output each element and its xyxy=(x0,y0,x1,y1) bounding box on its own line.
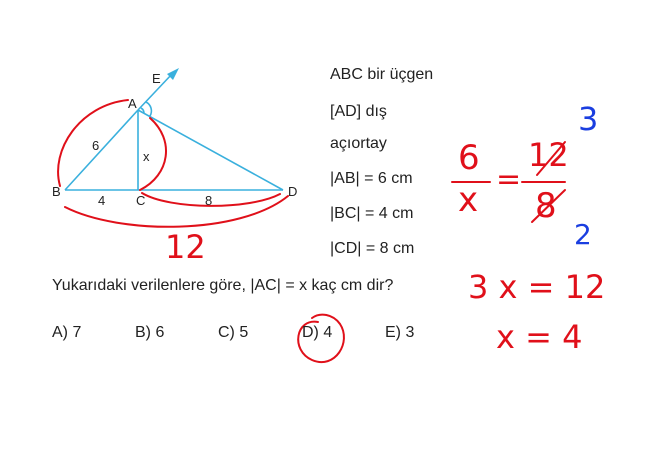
statement-line-2: [AD] dış xyxy=(330,103,387,120)
option-b[interactable]: B) 6 xyxy=(135,324,165,341)
statement-line-1: ABC bir üçgen xyxy=(330,66,434,83)
vertex-label-e: E xyxy=(152,71,161,86)
segment-label-ab: 6 xyxy=(92,138,100,153)
segment-ad xyxy=(138,110,283,190)
solution-line-1: 3 x = 12 xyxy=(468,268,606,306)
vertex-label-c: C xyxy=(136,193,146,208)
fraction-right-denominator: 8 xyxy=(535,186,557,226)
handwritten-total: 12 xyxy=(165,228,206,266)
statement-line-3: açıortay xyxy=(330,135,387,152)
fraction-right-numerator: 12 xyxy=(528,136,569,174)
vertex-label-b: B xyxy=(52,184,61,199)
segment-label-cd: 8 xyxy=(205,193,213,208)
solution-line-2: x = 4 xyxy=(496,318,583,356)
angle-mark-1 xyxy=(146,102,151,116)
fraction-left-numerator: 6 xyxy=(458,138,480,178)
fraction-equals: = xyxy=(496,162,522,197)
statement-line-5: |BC| = 4 cm xyxy=(330,205,414,222)
vertex-label-a: A xyxy=(128,96,137,111)
option-e[interactable]: E) 3 xyxy=(385,324,415,341)
option-d[interactable]: D) 4 xyxy=(302,324,333,341)
option-a[interactable]: A) 7 xyxy=(52,324,82,341)
vertex-label-d: D xyxy=(288,184,298,199)
segment-label-ac: x xyxy=(143,149,150,164)
option-c[interactable]: C) 5 xyxy=(218,324,249,341)
reduced-denominator: 2 xyxy=(574,218,592,251)
statement-line-6: |CD| = 8 cm xyxy=(330,240,415,257)
fraction-left-denominator: x xyxy=(458,180,479,220)
segment-label-bc: 4 xyxy=(98,193,106,208)
statement-line-4: |AB| = 6 cm xyxy=(330,170,413,187)
segment-ab xyxy=(65,110,138,190)
reduced-numerator: 3 xyxy=(578,100,599,138)
question-text: Yukarıdaki verilenlere göre, |AC| = x kaç cm dir? xyxy=(52,277,394,294)
